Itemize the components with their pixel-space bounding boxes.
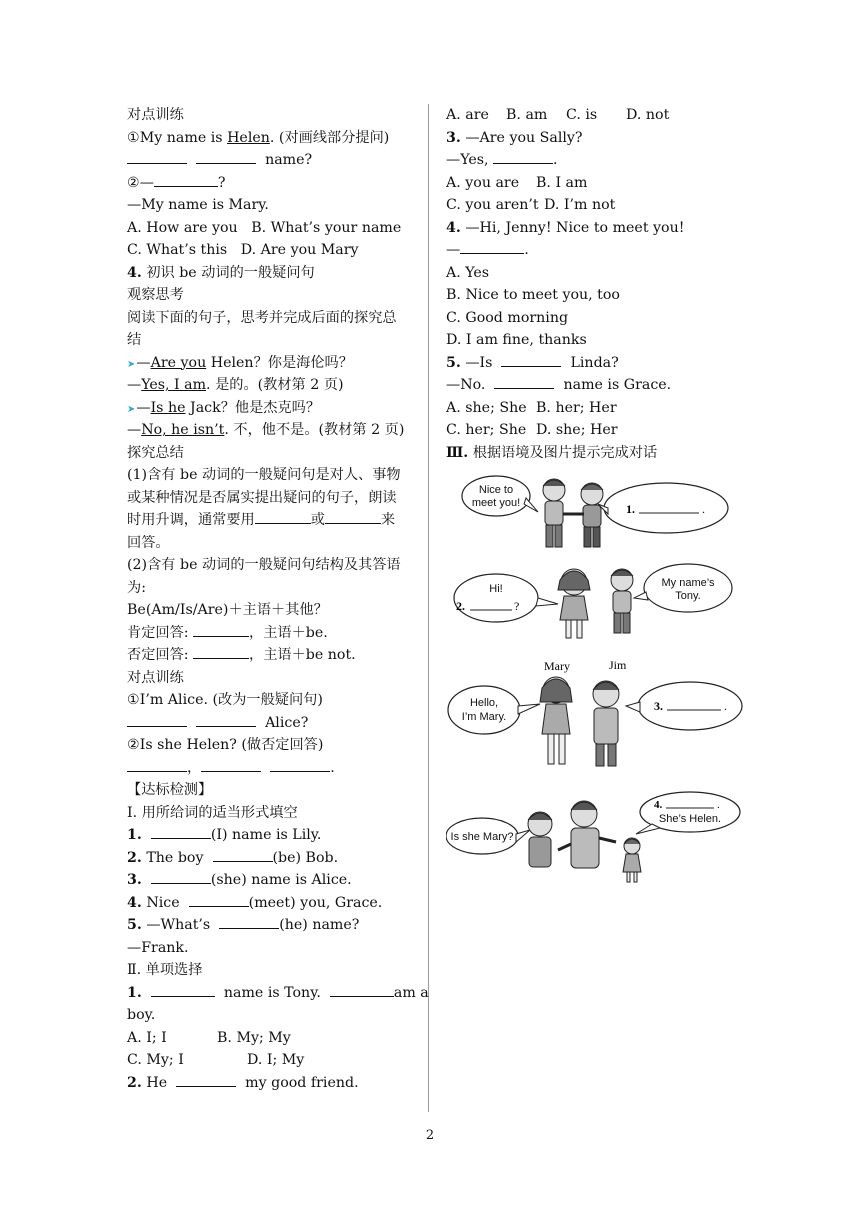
exercise-line: 4. Nice (meet) you, Grace. (127, 892, 417, 915)
example-line: ➤—Are you Helen？你是海伦吗？ (127, 354, 353, 371)
section-heading: Ⅱ. 单项选择 (127, 962, 203, 978)
choice-line: C. What’s this D. Are you Mary (127, 242, 359, 258)
exercise-line: 2. The boy (be) Bob. (127, 847, 417, 870)
blank-number: 2. (456, 599, 465, 613)
svg-text:.: . (702, 502, 705, 516)
bubble-text: ? (514, 599, 520, 613)
exercise-line: 5. —What’s (he) name? (127, 914, 417, 937)
section-heading: Ⅰ. 用所给词的适当形式填空 (127, 804, 298, 821)
exercise-line: 2. He my good friend. (127, 1072, 417, 1095)
page-number: 2 (425, 1128, 435, 1143)
choice-line: A. she; She B. her; Her (446, 399, 617, 416)
bubble-text: meet you! (471, 497, 521, 509)
blank-number: 4. (654, 799, 663, 811)
text-line: 时用升调，通常要用 或 来 (127, 509, 417, 532)
example-line: —No, he isn’t. 不，他不是。(教材第 2 页) (127, 422, 405, 438)
choice-line: A. you are B. I am (446, 174, 588, 191)
character-name-label: Mary (544, 659, 570, 673)
svg-text:.: . (717, 799, 720, 811)
bubble-text: She’s Helen. (658, 813, 722, 825)
bubble-text: Is she Mary? (450, 831, 514, 843)
exercise-line: 1. (I) name is Lily. (127, 824, 417, 847)
boy-character-icon (593, 681, 619, 766)
boy-character-icon (563, 483, 603, 547)
speech-bubble-left (454, 574, 538, 622)
speech-bubble-left (448, 686, 520, 734)
boy-character-icon (528, 812, 552, 867)
exercise-line: —No. name is Grace. (446, 374, 746, 397)
triangle-marker-icon: ➤ (127, 403, 136, 415)
text-line: 肯定回答: ，主语＋be. (127, 622, 417, 645)
blank-number: 1. (626, 502, 635, 516)
right-column (446, 104, 746, 464)
choice-line: C. Good morning (446, 309, 569, 326)
exercise-line: boy. (127, 1007, 156, 1023)
exercise-line: 3. (she) name is Alice. (127, 869, 417, 892)
choice-line: B. Nice to meet you, too (446, 287, 620, 303)
choice-line: A. I; I B. My; My (127, 1029, 291, 1046)
left-column (127, 104, 429, 1094)
text-line: 否定回答: ，主语＋be not. (127, 644, 417, 667)
man-character-icon (558, 801, 616, 868)
text-line: 阅读下面的句子，思考并完成后面的探究总 (127, 309, 397, 326)
choice-line: C. her; She D. she; Her (446, 422, 618, 438)
choice-line: C. you aren’t D. I’m not (446, 197, 616, 213)
bubble-text: I’m Mary. (461, 711, 507, 723)
exercise-line: ①I’m Alice. (改为一般疑问句) (127, 692, 323, 708)
choice-line: A. are B. am C. is D. not (446, 107, 670, 123)
bubble-text: Tony. (675, 590, 701, 602)
dialogue-picture-4 (446, 788, 746, 888)
triangle-marker-icon: ➤ (127, 358, 136, 370)
exercise-line: —Yes, . (446, 149, 746, 172)
boy-character-icon (543, 479, 565, 547)
girl-character-icon (558, 569, 590, 638)
section-heading: 【达标检测】 (127, 782, 213, 798)
text-line: (1)含有 be 动词的一般疑问句是对人、事物 (127, 467, 401, 483)
exercise-line: 4. —Hi, Jenny! Nice to meet you! (446, 219, 685, 236)
exercise-line: ①My name is Helen. (对画线部分提问) (127, 129, 390, 146)
blank-number: 3. (654, 699, 663, 713)
section-heading: 对点训练 (127, 669, 184, 686)
exercise-line: — . (446, 239, 746, 262)
section-heading: 4. 初识 be 动词的一般疑问句 (127, 264, 315, 281)
exercise-line: 1. name is Tony. am a (127, 982, 417, 1005)
example-line: —Yes, I am. 是的。(教材第 2 页) (127, 377, 344, 393)
exercise-line: ②Is she Helen? (做否定回答) (127, 737, 324, 753)
text-line: 或某种情况是否属实提出疑问的句子，朗读 (127, 489, 397, 506)
answer-blank-line: Alice? (127, 712, 417, 735)
section-heading: 观察思考 (127, 287, 184, 303)
dialogue-picture-2 (446, 558, 746, 648)
example-line: ➤—Is he Jack？他是杰克吗？ (127, 399, 321, 416)
speech-bubble-right (604, 483, 728, 533)
dialogue-picture-1 (446, 466, 746, 556)
text-line: 为: (127, 579, 146, 596)
section-heading: Ⅲ. 根据语境及图片提示完成对话 (446, 444, 658, 461)
text-line: (2)含有 be 动词的一般疑问句结构及其答语 (127, 557, 401, 573)
bubble-text: Hi! (489, 583, 503, 595)
exercise-line: —My name is Mary. (127, 197, 269, 213)
bubble-text: Hello, (469, 697, 499, 709)
section-heading: 对点训练 (127, 107, 184, 123)
girl-character-icon (540, 677, 572, 764)
exercise-line: 5. —Is Linda? (446, 352, 746, 375)
boy-character-icon (611, 569, 633, 633)
section-heading: 探究总结 (127, 444, 184, 461)
answer-blank-line: ， . (127, 757, 417, 780)
girl-character-icon (623, 838, 641, 882)
column-divider (428, 104, 429, 1112)
choice-line: A. Yes (446, 264, 490, 281)
dialogue-picture-3 (446, 654, 746, 772)
text-line: 回答。 (127, 534, 170, 551)
speech-bubble-left (462, 476, 530, 516)
character-name-label: Jim (609, 658, 627, 672)
exercise-line: ②— ? (127, 172, 417, 195)
bubble-text: Nice to (478, 484, 514, 496)
answer-blank-line: name? (127, 149, 417, 172)
formula-line: Be(Am/Is/Are)＋主语＋其他？ (127, 602, 328, 618)
text-line: 结 (127, 332, 142, 348)
exercise-line: —Frank. (127, 939, 189, 956)
choice-line: A. How are you B. What’s your name (127, 219, 402, 236)
choice-line: D. I am fine, thanks (446, 332, 587, 348)
choice-line: C. My; I D. I; My (127, 1052, 305, 1068)
svg-text:.: . (724, 699, 727, 713)
bubble-text: My name’s (661, 577, 715, 589)
exercise-line: 3. —Are you Sally? (446, 129, 583, 146)
